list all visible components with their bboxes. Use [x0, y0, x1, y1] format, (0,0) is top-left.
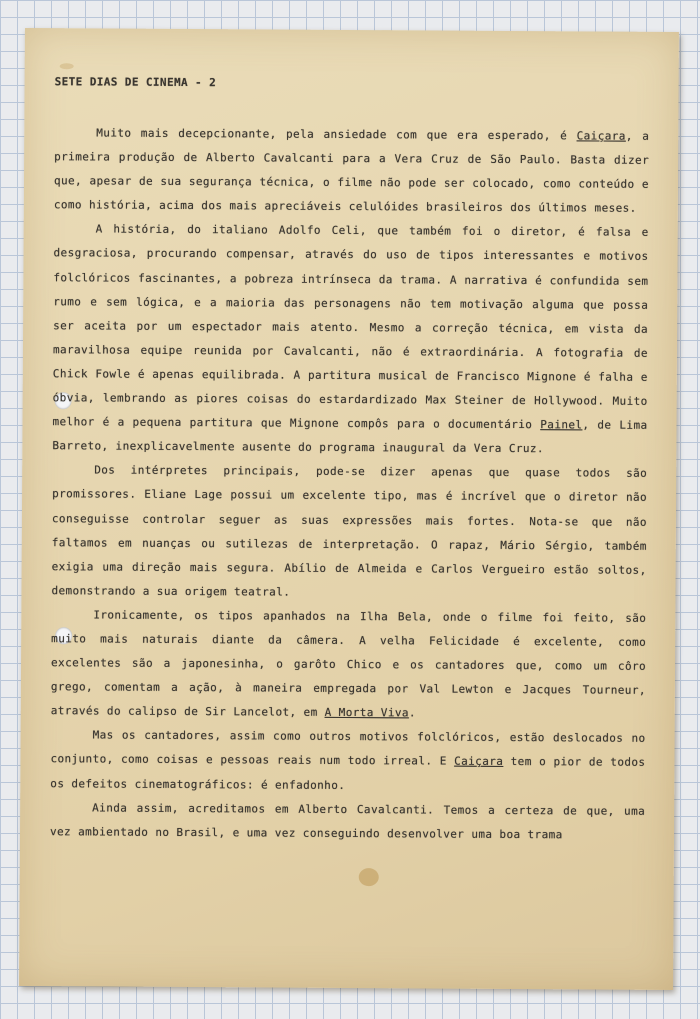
film-title: Painel [540, 418, 583, 432]
text-run: A história, do italiano Adolfo Celi, que também foi o diretor, é falsa e desgraciosa, procurando compensar, através do uso de tipos interessantes e motivos folclóricos fascinantes, a pobreza intrínseca da trama. A narrativa é confundida sem rumo e sem lógica, e a maioria das personagens não tem motivação alguma que possa ser aceita por um espectador mais atento. Mesmo a correção técnica, em vista da maravilhosa equipe reunida por Cavalcanti, não é extraordinária. A fotografia de Chick Fowle é apenas equilibrada. A partitura musical de Francisco Mignone é falha e óbvia, lembrando as piores coisas do estardardizado Max Steiner de Hollywood. Muito melhor é a pequena partitura que Mignone compôs para o documentário [52, 222, 649, 432]
paragraph [50, 724, 645, 800]
paragraph [51, 458, 647, 606]
text-run: Muito mais decepcionante, pela ansiedade com que era esperado, é [96, 126, 577, 143]
paragraph [50, 796, 645, 848]
text-run: . [408, 706, 416, 720]
film-title: A Morta Viva [324, 706, 409, 720]
text-run: Ironicamente, os tipos apanhados na Ilha Bela, onde o filme foi feito, são muito mais naturais diante da câmera. A velha Felicidade é excelente, como excelentes são a japonesinha, o garôto Chico e os cantadores que, como um côro grego, comentam a ação, à maneira empregada por Val Lewton e Jacques Tourneur, através do calipso de Sir Lancelot, em [50, 608, 647, 720]
paragraph [52, 218, 648, 463]
text-run: Mas os cantadores, assim como outros motivos folclóricos, estão deslocados no conjunto, como coisas e pessoas reais num todo irreal. E [50, 728, 646, 769]
paper-stain [359, 868, 379, 886]
text-run: tem o pior de todos os defeitos cinematográficos: é enfadonho. [50, 755, 646, 792]
typed-text [50, 72, 650, 847]
film-title: Caiçara [576, 129, 626, 143]
film-title: Caiçara [454, 755, 504, 769]
typed-page [19, 28, 679, 990]
page-header: SETE DIAS DE CINEMA - 2 [54, 75, 217, 90]
paragraph [51, 603, 647, 727]
text-run: , a primeira produção de Alberto Cavalcanti para a Vera Cruz de São Paulo. Basta dizer que, apesar de sua segurança técnica, o filme não pode ser colocado, como conteúdo e como história, acima dos mais apreciáveis celulóides brasileiros dos últimos meses. [53, 129, 650, 216]
text-run: Ainda assim, acreditamos em Alberto Cavalcanti. Temos a certeza de que, uma vez ambientado no Brasil, e uma vez conseguindo desenvolver uma boa trama [49, 801, 646, 842]
text-run: Dos intérpretes principais, pode-se dizer apenas que quase todos são promissores. Eliane Lage possui um excelente tipo, mas é incrível que o diretor não conseguisse controlar seguer as suas expressões mais fortes. Nota-se que não faltamos em nuanças ou sutilezas de interpretação. O rapaz, Mário Sérgio, também exigia uma direção mais segura. Abílio de Almeida e Carlos Vergueiro estão soltos, demonstrando a sua origem teatral. [51, 463, 648, 599]
paragraph [54, 121, 650, 221]
paper-stain [60, 63, 74, 69]
text-run: , de Lima Barreto, inexplicavelmente ausente do programa inaugural da Vera Cruz. [52, 418, 648, 456]
